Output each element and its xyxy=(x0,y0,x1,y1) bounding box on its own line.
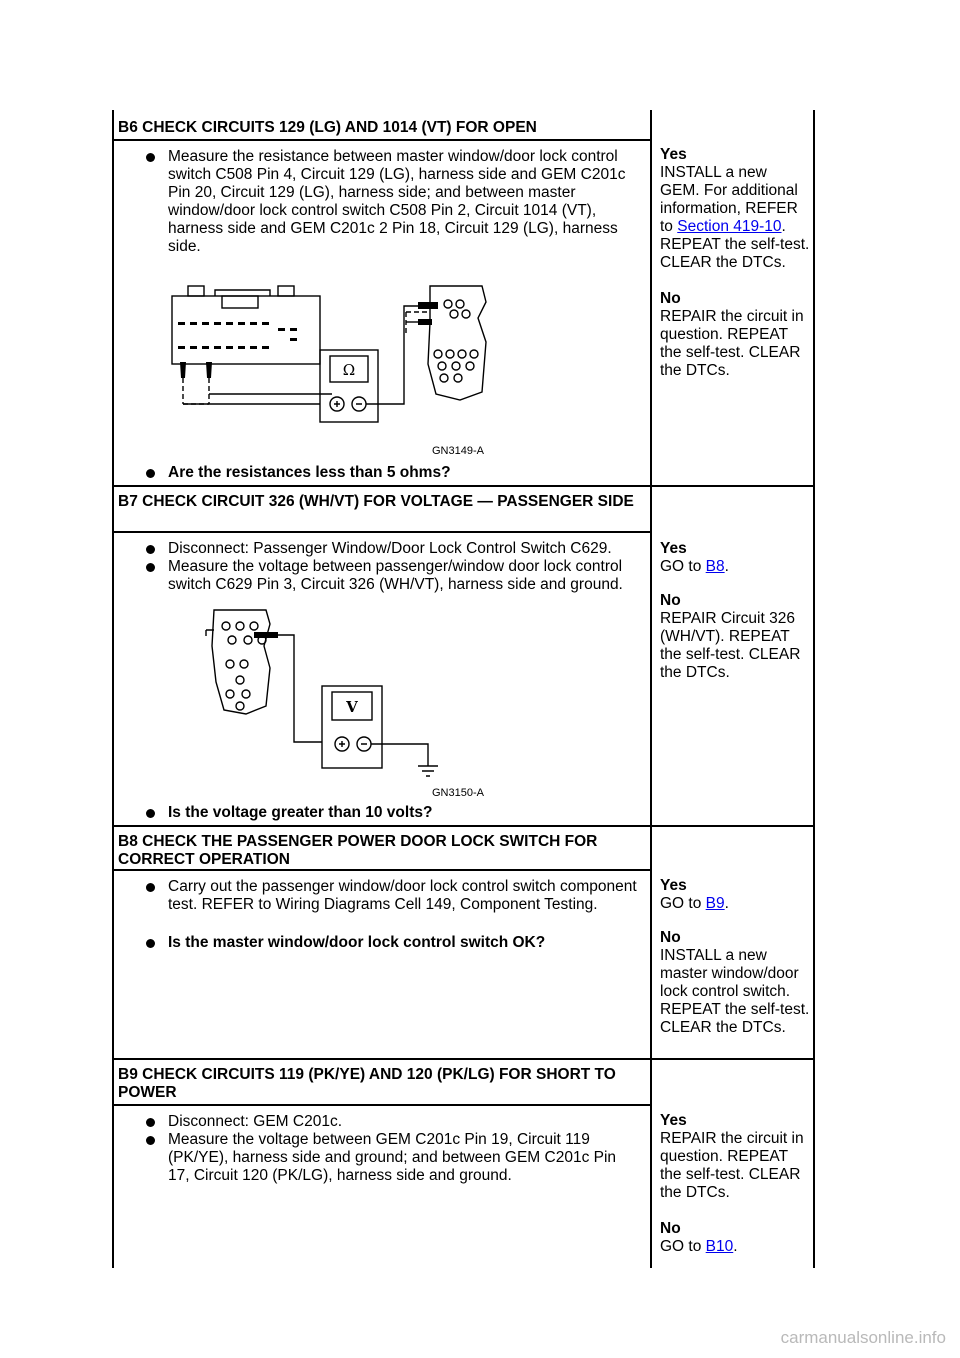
no-label: No xyxy=(660,592,681,609)
bullet-icon xyxy=(146,545,155,554)
no-text: INSTALL a new master window/door lock control switch. REPEAT the self-test. CLEAR the DTCs. xyxy=(660,947,810,1036)
bullet-icon xyxy=(146,939,155,948)
table-right-border xyxy=(813,110,815,1268)
yes-text: INSTALL a new GEM. For additional information, REFER to xyxy=(660,164,798,235)
no-text: REPAIR the circuit in question. REPEAT the self-test. CLEAR the DTCs. xyxy=(660,308,804,379)
answers-b6 xyxy=(660,146,810,380)
link-section-419-10[interactable]: Section 419-10 xyxy=(677,218,782,235)
step-title-b8: B8 CHECK THE PASSENGER POWER DOOR LOCK SWITCH FOR CORRECT OPERATION xyxy=(118,833,598,868)
bullet-b9-disconnect: Disconnect: GEM C201c. xyxy=(150,1113,640,1131)
no-text-tail: . xyxy=(733,1238,738,1255)
yes-text: GO to xyxy=(660,895,702,912)
no-text: GO to xyxy=(660,1238,702,1255)
link-b8[interactable]: B8 xyxy=(705,558,725,575)
question-b8: Is the master window/door lock control switch OK? xyxy=(150,934,640,952)
bullet-icon xyxy=(146,1118,155,1127)
yes-label: Yes xyxy=(660,1112,687,1129)
yes-text-tail: . xyxy=(724,558,729,575)
bullet-icon xyxy=(146,153,155,162)
link-b10[interactable]: B10 xyxy=(705,1238,734,1255)
bullet-b9-measure: Measure the voltage between GEM C201c Pin 19, Circuit 119 (PK/YE), harness side and ground; and between GEM C201c Pin 17, Circuit 120 (PK/LG), harness side and ground. xyxy=(150,1131,640,1185)
yes-label: Yes xyxy=(660,877,687,894)
site-watermark: carmanualsonline.info xyxy=(780,1328,946,1347)
row-rule-b8 xyxy=(112,1058,815,1060)
figure-gn3150 xyxy=(200,606,500,802)
step-title-b7: B7 CHECK CIRCUIT 326 (WH/VT) FOR VOLTAGE — PASSENGER SIDE xyxy=(118,493,634,510)
bullet-icon xyxy=(146,883,155,892)
title-rule-b9 xyxy=(112,1104,652,1106)
yes-label: Yes xyxy=(660,540,687,557)
row-rule-b6 xyxy=(112,485,815,487)
yes-text-tail: . REPEAT the self-test. CLEAR the DTCs. xyxy=(660,218,810,271)
title-rule-b8 xyxy=(112,869,652,871)
bullet-icon xyxy=(146,563,155,572)
bullet-icon xyxy=(146,469,155,478)
voltmeter xyxy=(322,686,438,776)
bullet-icon xyxy=(146,1136,155,1145)
table-left-border xyxy=(112,110,114,1268)
passenger-switch-connector xyxy=(206,610,270,714)
answers-b8 xyxy=(660,877,810,1037)
bullet-b8-carry-out: Carry out the passenger window/door lock control switch component test. REFER to Wiring Diagrams Cell 149, Component Testing. xyxy=(150,878,640,914)
ohm-symbol: Ω xyxy=(342,361,356,379)
bullet-b7-measure: Measure the voltage between passenger/window door lock control switch C629 Pin 3, Circuit 326 (WH/VT), harness side and ground. xyxy=(150,558,640,594)
yes-text: REPAIR the circuit in question. REPEAT the self-test. CLEAR the DTCs. xyxy=(660,1130,804,1201)
bullet-icon xyxy=(146,809,155,818)
yes-text: GO to xyxy=(660,558,702,575)
answers-b7 xyxy=(660,540,810,682)
row-rule-b7 xyxy=(112,825,815,827)
volt-symbol: V xyxy=(346,698,358,716)
figure-label-gn3149: GN3149-A xyxy=(432,445,484,457)
figure-gn3149 xyxy=(160,282,500,460)
step-title-b9: B9 CHECK CIRCUITS 119 (PK/YE) AND 120 (PK/LG) FOR SHORT TO POWER xyxy=(118,1066,616,1101)
yes-text-tail: . xyxy=(724,895,729,912)
ohmmeter xyxy=(320,306,418,422)
title-rule-b6 xyxy=(112,139,652,141)
no-text: REPAIR Circuit 326 (WH/VT). REPEAT the self-test. CLEAR the DTCs. xyxy=(660,610,801,681)
step-title-b6: B6 CHECK CIRCUITS 129 (LG) AND 1014 (VT) FOR OPEN xyxy=(118,119,537,136)
title-rule-b7 xyxy=(112,531,652,533)
yes-label: Yes xyxy=(660,146,687,163)
question-b7: Is the voltage greater than 10 volts? xyxy=(150,804,640,822)
bullet-b6-measure: Measure the resistance between master window/door lock control switch C508 Pin 4, Circuit 129 (LG), harness side and GEM C201c Pin 20, Circuit 129 (LG), harness side; and between master window/door lock control switch C508 Pin 2, Circuit 1014 (VT), harness side and GEM C201c 2 Pin 18, Circuit 129 (LG), harness side. xyxy=(150,148,640,256)
question-b6: Are the resistances less than 5 ohms? xyxy=(150,464,640,482)
no-label: No xyxy=(660,290,681,307)
no-label: No xyxy=(660,929,681,946)
figure-label-gn3150: GN3150-A xyxy=(432,787,484,799)
bullet-b7-disconnect: Disconnect: Passenger Window/Door Lock Control Switch C629. xyxy=(150,540,640,558)
no-label: No xyxy=(660,1220,681,1237)
answers-b9 xyxy=(660,1112,810,1256)
link-b9[interactable]: B9 xyxy=(705,895,725,912)
